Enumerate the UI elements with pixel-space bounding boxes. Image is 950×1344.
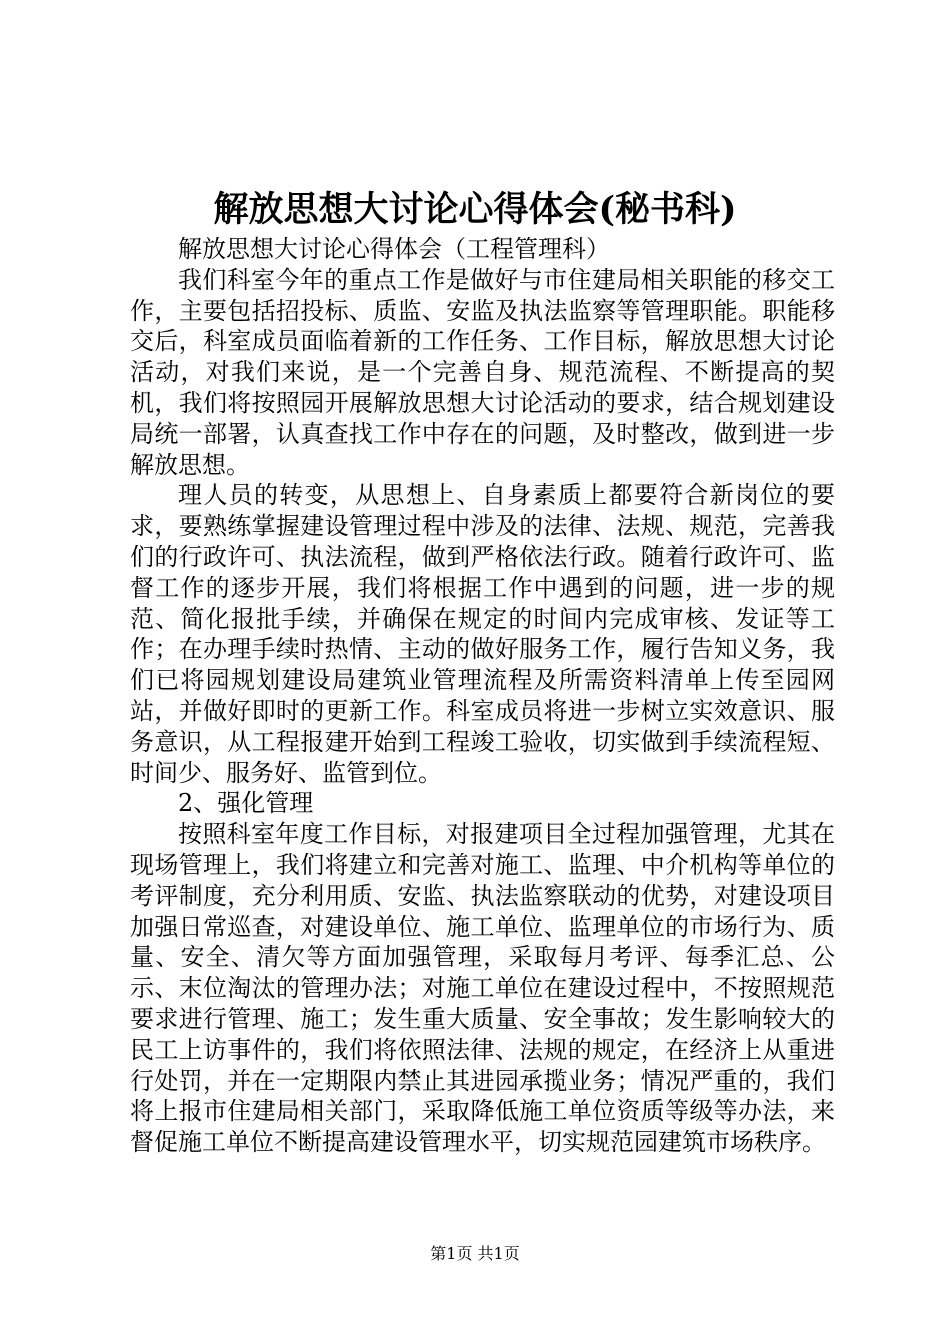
body-paragraph: 我们科室今年的重点工作是做好与市住建局相关职能的移交工作，主要包括招投标、质监、安监及执法监察等管理职能。职能移交后，科室成员面临着新的工作任务、工作目标，解放思想大讨论活动，对我们来说，是一个完善自身、规范流程、不断提高的契机，我们将按照园开展解放思想大讨论活动的要求，结合规划建设局统一部署，认真查找工作中存在的问题，及时整改，做到进一步解放思想。 xyxy=(130,265,835,479)
page-footer: 第1页 共1页 xyxy=(430,1244,520,1263)
document-title: 解放思想大讨论心得体会(秘书科) xyxy=(213,189,737,230)
body-paragraph: 理人员的转变，从思想上、自身素质上都要符合新岗位的要求，要熟练掌握建设管理过程中涉及的法律、法规、规范，完善我们的行政许可、执法流程，做到严格依法行政。随着行政许可、监督工作的逐步开展，我们将根据工作中遇到的问题，进一步的规范、简化报批手续，并确保在规定的时间内完成审核、发证等工作；在办理手续时热情、主动的做好服务工作，履行告知义务，我们已将园规划建设局建筑业管理流程及所需资料清单上传至园网站，并做好即时的更新工作。科室成员将进一步树立实效意识、服务意识，从工程报建开始到工程竣工验收，切实做到手续流程短、时间少、服务好、监管到位。 xyxy=(130,481,835,787)
section-heading: 2、强化管理 xyxy=(178,789,314,818)
body-paragraph: 按照科室年度工作目标，对报建项目全过程加强管理，尤其在现场管理上，我们将建立和完善对施工、监理、中介机构等单位的考评制度，充分利用质、安监、执法监察联动的优势，对建设项目加强日常巡查，对建设单位、施工单位、监理单位的市场行为、质量、安全、清欠等方面加强管理，采取每月考评、每季汇总、公示、末位淘汰的管理办法；对施工单位在建设过程中，不按照规范要求进行管理、施工；发生重大质量、安全事故；发生影响较大的民工上访事件的，我们将依照法律、法规的规定，在经济上从重进行处罚，并在一定期限内禁止其进园承揽业务；情况严重的，我们将上报市住建局相关部门，采取降低施工单位资质等级等办法，来督促施工单位不断提高建设管理水平，切实规范园建筑市场秩序。 xyxy=(130,820,835,1157)
document-body xyxy=(130,234,835,1158)
subtitle-paragraph: 解放思想大讨论心得体会（工程管理科） xyxy=(178,235,610,263)
